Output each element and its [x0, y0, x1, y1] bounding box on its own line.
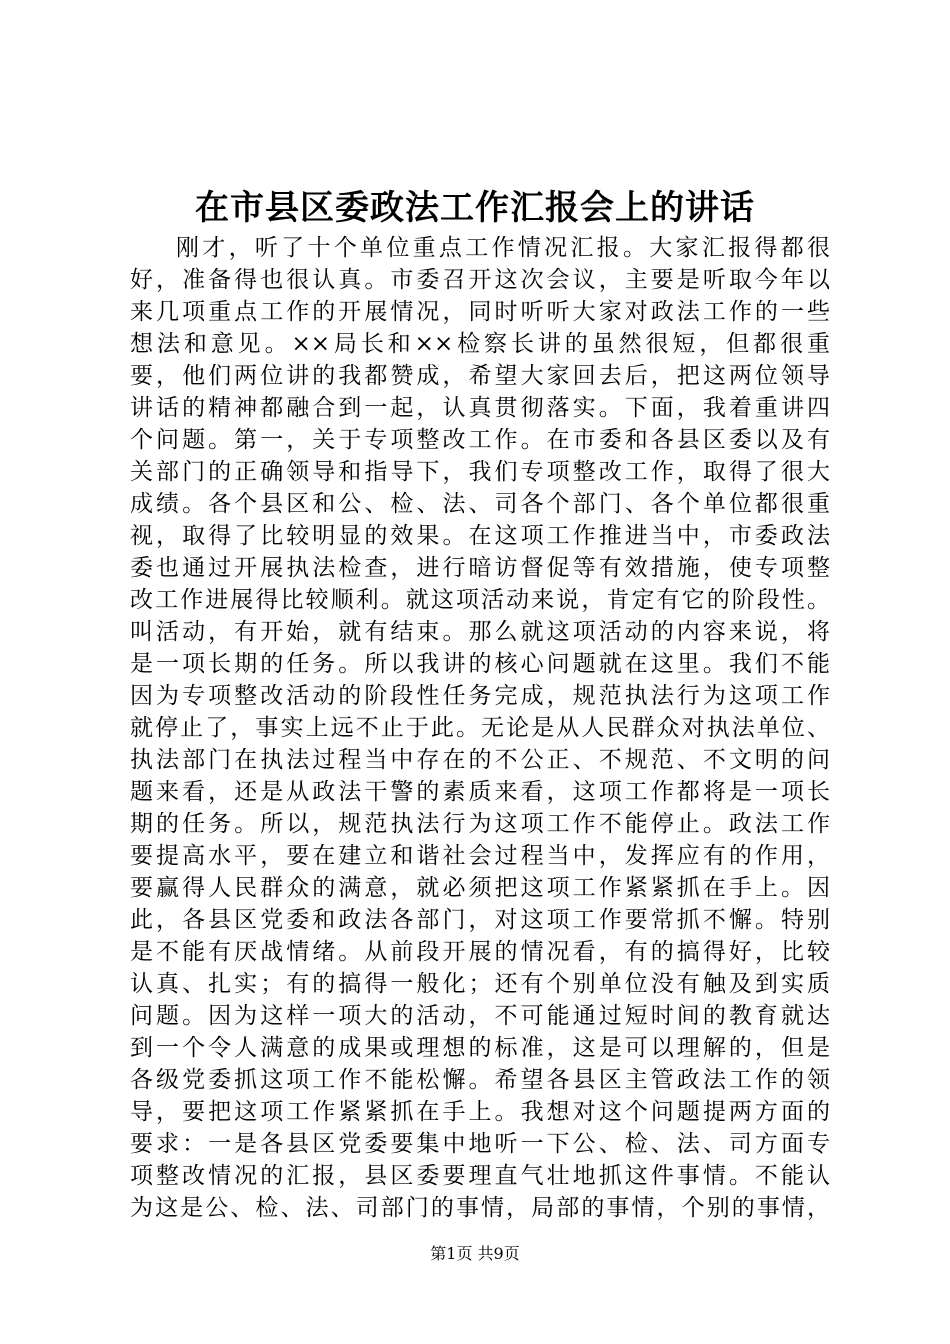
text-line: 视，取得了比较明显的效果。在这项工作推进当中，市委政法	[130, 523, 830, 549]
text-line: 为这是公、检、法、司部门的事情，局部的事情，个别的事情，	[130, 1195, 830, 1221]
page-footer: 第1页 共9页	[430, 1244, 520, 1263]
page-title: 在市县区委政法工作汇报会上的讲话	[195, 188, 755, 228]
text-line: 个问题。第一，关于专项整改工作。在市委和各县区委以及有	[130, 427, 830, 453]
text-line: 叫活动，有开始，就有结束。那么就这项活动的内容来说，将	[130, 619, 830, 645]
text-line: 执法部门在执法过程当中存在的不公正、不规范、不文明的问	[130, 747, 830, 773]
text-line: 来几项重点工作的开展情况，同时听听大家对政法工作的一些	[130, 299, 830, 325]
text-line: 委也通过开展执法检查，进行暗访督促等有效措施，使专项整	[130, 555, 830, 581]
text-line: 就停止了，事实上远不止于此。无论是从人民群众对执法单位、	[130, 715, 830, 741]
body-paragraph	[130, 232, 830, 1224]
text-line: 想法和意见。××局长和××检察长讲的虽然很短，但都很重	[130, 331, 830, 357]
text-line: 关部门的正确领导和指导下，我们专项整改工作，取得了很大	[130, 459, 830, 485]
text-line: 成绩。各个县区和公、检、法、司各个部门、各个单位都很重	[130, 491, 830, 517]
text-line: 要提高水平，要在建立和谐社会过程当中，发挥应有的作用，	[130, 843, 830, 869]
text-line: 到一个令人满意的成果或理想的标准，这是可以理解的，但是	[130, 1035, 830, 1061]
text-line: 要求：一是各县区党委要集中地听一下公、检、法、司方面专	[130, 1131, 830, 1157]
text-line: 题来看，还是从政法干警的素质来看，这项工作都将是一项长	[130, 779, 830, 805]
text-line: 导，要把这项工作紧紧抓在手上。我想对这个问题提两方面的	[130, 1099, 830, 1125]
text-line: 改工作进展得比较顺利。就这项活动来说，肯定有它的阶段性。	[130, 587, 830, 613]
text-line: 是一项长期的任务。所以我讲的核心问题就在这里。我们不能	[130, 651, 830, 677]
text-line: 问题。因为这样一项大的活动，不可能通过短时间的教育就达	[130, 1003, 830, 1029]
text-line: 要，他们两位讲的我都赞成，希望大家回去后，把这两位领导	[130, 363, 830, 389]
text-line: 好，准备得也很认真。市委召开这次会议，主要是听取今年以	[130, 267, 830, 293]
text-line: 期的任务。所以，规范执法行为这项工作不能停止。政法工作	[130, 811, 830, 837]
text-line: 认真、扎实；有的搞得一般化；还有个别单位没有触及到实质	[130, 971, 830, 997]
text-line: 要赢得人民群众的满意，就必须把这项工作紧紧抓在手上。因	[130, 875, 830, 901]
text-line: 各级党委抓这项工作不能松懈。希望各县区主管政法工作的领	[130, 1067, 830, 1093]
text-line: 项整改情况的汇报，县区委要理直气壮地抓这件事情。不能认	[130, 1163, 830, 1189]
text-line: 是不能有厌战情绪。从前段开展的情况看，有的搞得好，比较	[130, 939, 830, 965]
text-line: 此，各县区党委和政法各部门，对这项工作要常抓不懈。特别	[130, 907, 830, 933]
text-line: 刚才，听了十个单位重点工作情况汇报。大家汇报得都很	[176, 235, 830, 261]
text-line: 讲话的精神都融合到一起，认真贯彻落实。下面，我着重讲四	[130, 395, 830, 421]
text-line: 因为专项整改活动的阶段性任务完成，规范执法行为这项工作	[130, 683, 830, 709]
